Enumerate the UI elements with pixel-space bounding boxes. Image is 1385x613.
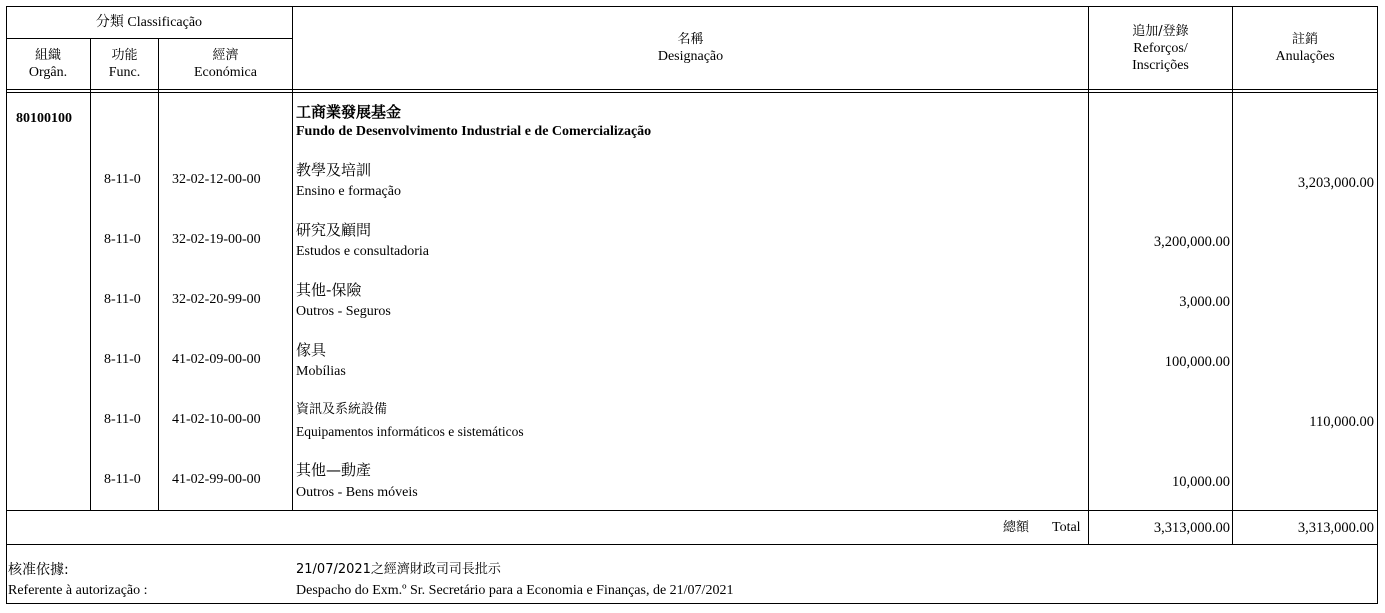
reforcos-column-header <box>1089 7 1232 89</box>
table-row-4-reforcos: 100,000.00 <box>1164 354 1230 370</box>
table-row-1-name-zh: 教學及培訓 <box>296 161 372 179</box>
authorization-label-pt: Referente à autorização : <box>8 583 148 598</box>
reforcos-header-pt1: Reforços/ <box>1133 40 1188 56</box>
organ-header-zh: 組織 <box>34 48 61 63</box>
table-row-5-func: 8-11-0 <box>104 412 141 427</box>
func-header-zh: 功能 <box>111 48 138 63</box>
classification-header-label: 分類 Classificação <box>95 15 203 30</box>
right-border <box>1377 6 1378 604</box>
fund-name-pt: Fundo de Desenvolvimento Industrial e de Comercialização <box>296 124 652 139</box>
authorization-text-zh: 21/07/2021之經濟財政司司長批示 <box>296 562 501 577</box>
total-reforcos: 3,313,000.00 <box>1153 520 1230 536</box>
table-row-3-func: 8-11-0 <box>104 292 141 307</box>
col-divider-organ <box>90 38 91 511</box>
fund-name-zh: 工商業發展基金 <box>296 103 402 121</box>
table-row-4-name-pt: Mobílias <box>296 364 346 379</box>
left-border <box>6 6 7 604</box>
table-row-3-name-zh: 其他-保險 <box>296 281 362 299</box>
table-row-1-name-pt: Ensino e formação <box>296 184 401 199</box>
table-row-2-reforcos: 3,200,000.00 <box>1153 234 1230 250</box>
header-bottom-border-2 <box>6 92 1378 93</box>
total-anulacoes: 3,313,000.00 <box>1297 520 1374 536</box>
organ-column-header <box>6 40 90 88</box>
designation-column-header <box>293 7 1088 89</box>
total-top-border <box>6 510 1378 511</box>
table-row-6-name-pt: Outros - Bens móveis <box>296 485 418 500</box>
table-row-5-name-zh: 資訊及系統設備 <box>296 402 388 417</box>
func-column-header <box>91 40 158 88</box>
table-row-6-reforcos: 10,000.00 <box>1172 474 1230 490</box>
anulacoes-column-header <box>1233 7 1377 89</box>
designation-header-pt: Designação <box>657 49 724 64</box>
total-label-pt: Total <box>1052 520 1081 535</box>
table-row-4-func: 8-11-0 <box>104 352 141 367</box>
classification-header <box>6 7 292 38</box>
page-bottom-border <box>6 603 1378 604</box>
table-row-5-econ: 41-02-10-00-00 <box>172 412 261 427</box>
designation-header-zh: 名稱 <box>677 32 704 47</box>
table-row-3-name-pt: Outros - Seguros <box>296 304 391 319</box>
econ-header-zh: 經濟 <box>212 48 239 63</box>
econ-header-pt: Económica <box>194 65 257 80</box>
econ-column-header <box>159 40 292 88</box>
table-row-6-econ: 41-02-99-00-00 <box>172 472 261 487</box>
table-row-6-name-zh: 其他—動產 <box>296 461 372 479</box>
authorization-text-pt: Despacho do Exm.º Sr. Secretário para a Economia e Finanças, de 21/07/2021 <box>296 583 734 598</box>
table-row-5-anulacoes: 110,000.00 <box>1309 414 1374 430</box>
table-row-3-econ: 32-02-20-99-00 <box>172 292 261 307</box>
authorization-label-zh: 核准依據: <box>8 562 69 578</box>
reforcos-header-zh: 追加/登錄 <box>1132 23 1189 39</box>
table-row-2-func: 8-11-0 <box>104 232 141 247</box>
table-row-3-reforcos: 3,000.00 <box>1179 294 1230 310</box>
func-header-pt: Func. <box>108 65 141 80</box>
table-row-4-name-zh: 傢具 <box>296 341 327 359</box>
anulacoes-header-zh: 註銷 <box>1291 32 1318 47</box>
table-row-5-name-pt: Equipamentos informáticos e sistemáticos <box>296 424 524 439</box>
table-row-2-name-pt: Estudos e consultadoria <box>296 244 429 259</box>
table-row-4-econ: 41-02-09-00-00 <box>172 352 261 367</box>
table-row-2-econ: 32-02-19-00-00 <box>172 232 261 247</box>
organ-header-pt: Orgân. <box>28 65 68 80</box>
table-row-1-anulacoes: 3,203,000.00 <box>1297 175 1374 191</box>
col-divider-func <box>158 38 159 511</box>
classification-divider <box>6 38 292 39</box>
table-row-6-func: 8-11-0 <box>104 472 141 487</box>
total-label-zh: 總額 <box>1003 520 1030 535</box>
table-row-1-econ: 32-02-12-00-00 <box>172 172 261 187</box>
total-bottom-border <box>6 544 1378 545</box>
anulacoes-header-pt: Anulações <box>1275 49 1335 64</box>
reforcos-header-pt2: Inscrições <box>1132 57 1189 73</box>
table-row-1-func: 8-11-0 <box>104 172 141 187</box>
header-bottom-border <box>6 89 1378 90</box>
organ-code: 80100100 <box>16 111 72 126</box>
table-row-2-name-zh: 研究及顧問 <box>296 221 372 239</box>
